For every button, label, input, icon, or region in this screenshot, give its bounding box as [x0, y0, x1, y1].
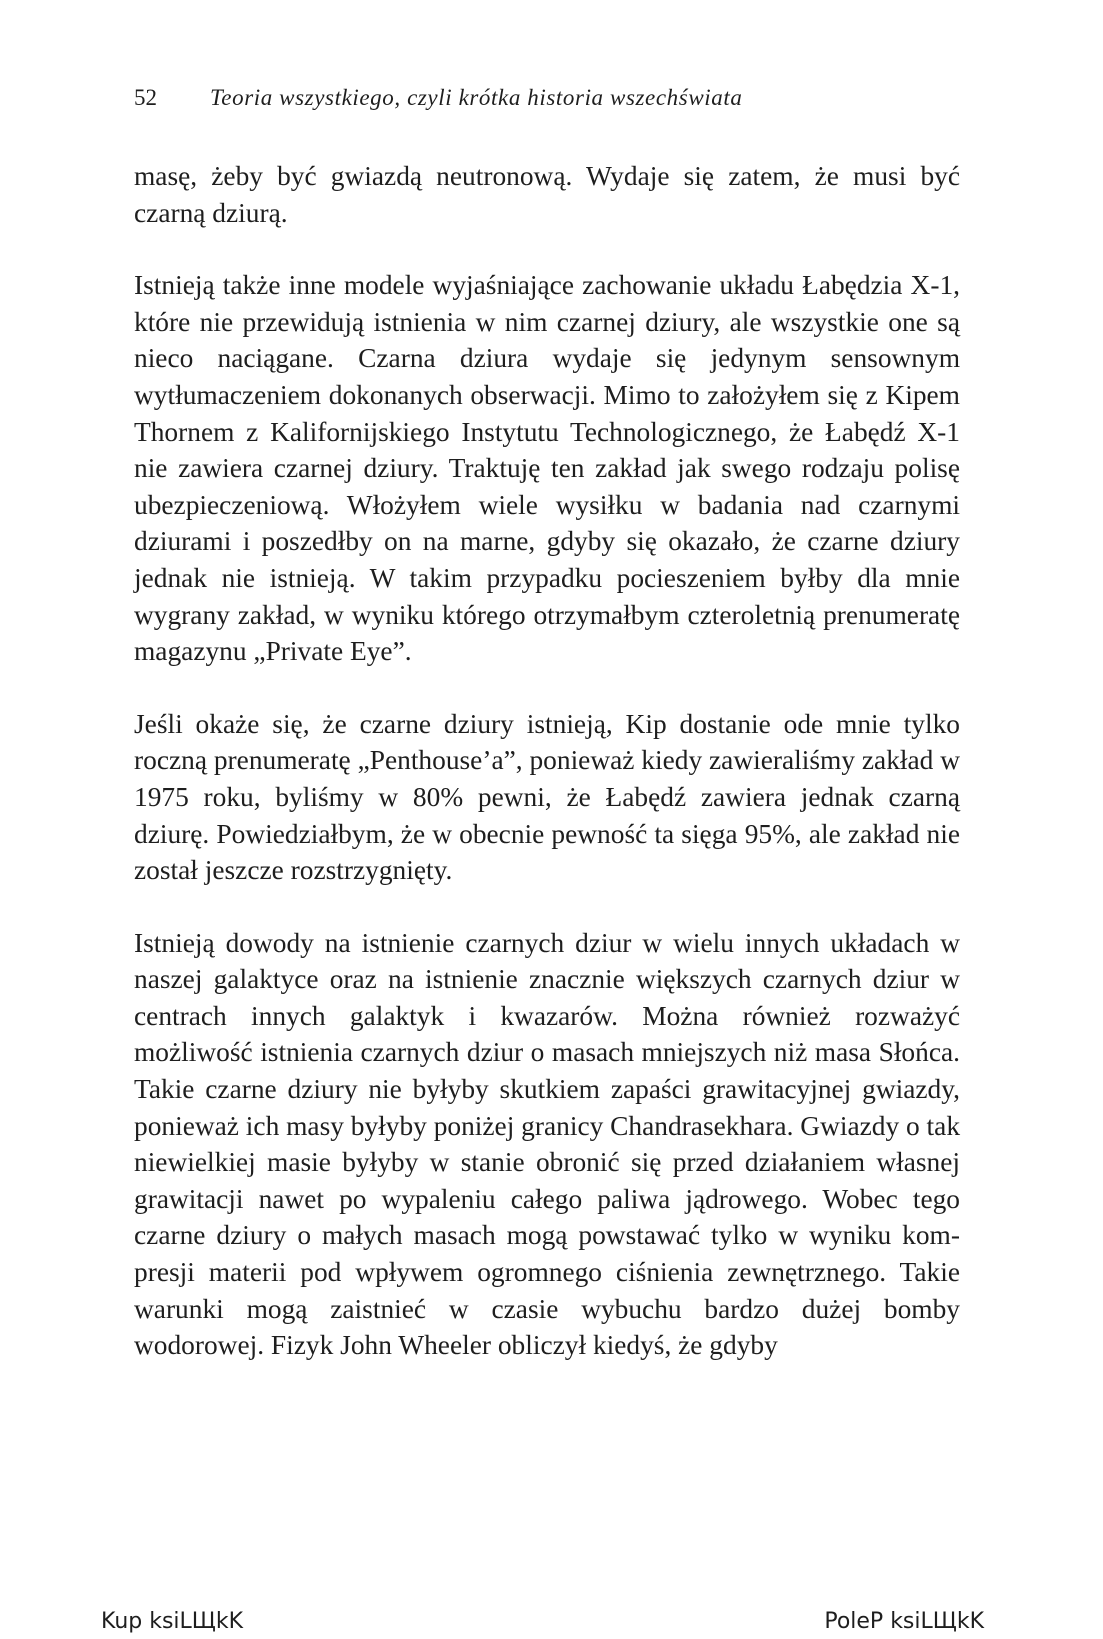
running-header — [134, 80, 964, 116]
paragraph-4: Istnieją dowody na istnienie czarnych dziur w wielu innych układach w naszej galaktyce oraz na istnienie znacznie większych czarnych dziur w centrach innych galaktyk i kwazarów. Można również rozważyć możliwość istnienia czarnych dziur o masach mniejszych niż masa Słońca. Takie czarne dziury nie byłyby skutkiem zapaści grawitacyjnej gwiazdy, ponieważ ich masy byłyby poniżej granicy Chandrasekhara. Gwiazdy o tak niewielkiej masie byłyby w stanie obronić się przed działaniem własnej grawitacji nawet po wypaleniu całego paliwa jądrowego. Wobec tego czarne dziury o małych masach mogą powstawać tylko w wyniku kompresji materii pod wpływem ogromnego ciśnienia zewnętrznego. Takie warunki mogą zaistnieć w czasie wybuchu bardzo dużej bomby wodorowej. Fizyk John Wheeler obliczył kiedyś, że gdyby — [134, 927, 961, 1361]
paragraph-1: masę, żeby być gwiazdą neutronową. Wydaje się zatem, że musi być czarną dziurą. — [134, 161, 960, 228]
page-number: 52 — [134, 85, 157, 110]
running-title: Teoria wszystkiego, czyli krótka historia wszechświata — [210, 85, 743, 110]
paragraph-2: Istnieją także inne modele wyjaśniające zachowanie układu Łabędzia X-1, które nie przewidują istnienia w nim czarnej dziury, ale wszystkie one są nieco naciągane. Czarna dziura wydaje się jedynym sensownym wytłumaczeniem dokonanych obserwacji. Mimo to założyłem się z Kipem Thornem z Kalifornijskiego Instytutu Technologicznego, że Łabędź X-1 nie zawiera czarnej dziury. Traktuję ten zakład jak swego rodzaju polisę ubezpieczeniową. Włożyłem wiele wysiłku w badania nad czarnymi dziurami i poszedłby on na marne, gdyby się okazało, że czarne dziury jednak nie istnieją. W takim przypadku pocieszeniem byłby dla mnie wygrany zakład, w wyniku którego otrzymałbym czteroletnią prenumeratę magazynu „Private Eye”. — [134, 270, 960, 667]
recommend-book-link[interactable]: PoleP ksiLЩkK — [824, 1609, 984, 1634]
buy-book-link[interactable]: Kup ksiLЩkK — [101, 1609, 244, 1634]
body-text — [134, 158, 960, 1400]
paragraph-3: Jeśli okaże się, że czarne dziury istnieją, Kip dostanie ode mnie tylko roczną prenumeratę „Penthouse’a”, ponieważ kiedy zawieraliśmy zakład w 1975 roku, byliśmy w 80% pewni, że Łabędź zawiera jednak czarną dziurę. Powiedziałbym, że w obecnie pewność ta sięga 95%, ale zakład nie został jeszcze rozstrzygnięty. — [134, 708, 960, 886]
